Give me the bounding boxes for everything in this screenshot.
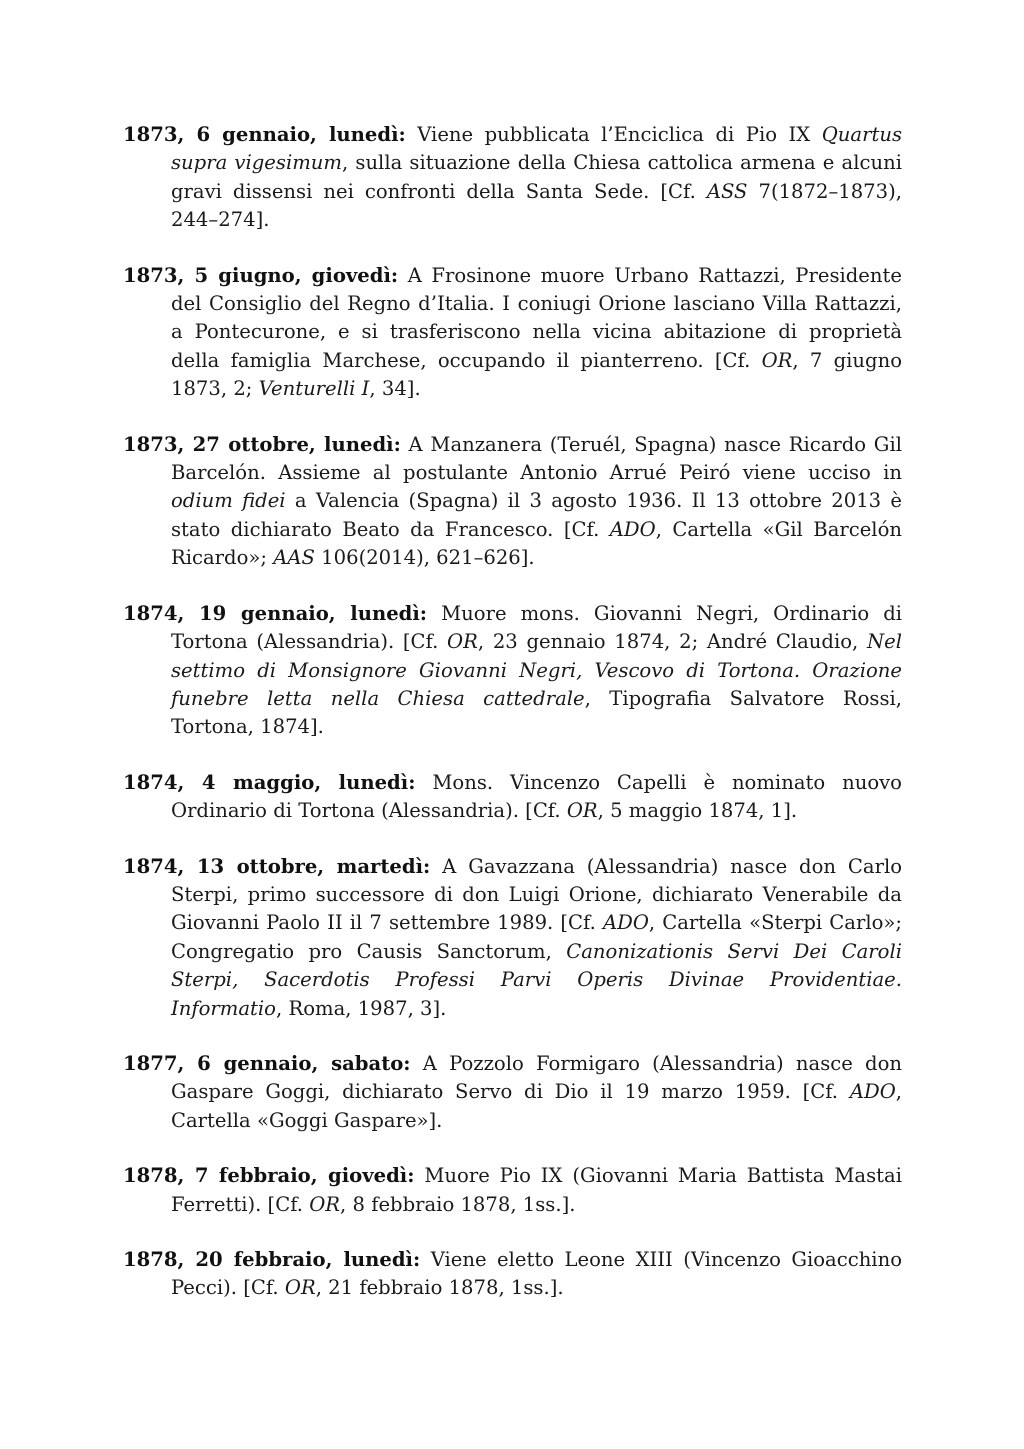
chronology-entry <box>123 1162 902 1219</box>
entry-text: , Cartella «Goggi Gaspare»]. <box>171 1080 902 1132</box>
chronology-entry <box>123 600 902 742</box>
entry-text: , Roma, 1987, 3]. <box>275 996 447 1020</box>
entry-text: , 34]. <box>369 377 421 401</box>
entry-date: 1873, 5 giugno, giovedì: <box>123 263 399 287</box>
entry-date: 1877, 6 gennaio, sabato: <box>123 1051 411 1075</box>
entry-text: , 7 giugno 1873, 2; <box>171 348 902 401</box>
entry-italic-text: odium fidei <box>171 489 286 513</box>
entry-date: 1874, 19 gennaio, lunedì: <box>123 601 428 625</box>
entry-text: a Valencia (Spagna) il 3 agosto 1936. Il 13 ottobre 2013 è stato dichiarato Beato da Francesco. [Cf. <box>171 489 903 541</box>
entry-date: 1873, 6 gennaio, lunedì: <box>123 123 406 146</box>
entry-text: Viene eletto Leone XIII (Vincenzo Gioacchino Pecci). [Cf. <box>171 1248 902 1300</box>
entry-text: A Manzanera (Teruél, Spagna) nasce Ricardo Gil Barcelón. Assieme al postulante Antonio Arrué Peiró viene ucciso in <box>171 432 902 485</box>
entry-text: Muore Pio IX (Giovanni Maria Battista Mastai Ferretti). [Cf. <box>171 1164 902 1216</box>
entry-italic-text: ADO <box>609 517 656 541</box>
entry-italic-text: Venturelli I <box>258 377 370 401</box>
entry-text: A Gavazzana (Alessandria) nasce don Carlo Sterpi, primo successore di don Luigi Orione, dichiarato Venerabile da Giovanni Paolo II il 7 settembre 1989. [Cf. <box>171 854 903 935</box>
entry-italic-text: OR <box>566 799 598 823</box>
entry-italic-text: ASS <box>706 179 748 203</box>
chronology-entry <box>123 1246 902 1303</box>
entry-text: Muore mons. Giovanni Negri, Ordinario di Tortona (Alessandria). [Cf. <box>171 601 902 654</box>
chronology-entry <box>123 1050 902 1135</box>
chronology-entry <box>123 853 902 1023</box>
entry-text: , Tipografia Salvatore Rossi, Tortona, 1874]. <box>171 686 902 739</box>
entry-italic-text: Nel settimo di Monsignore Giovanni Negri, Vescovo di Tortona. Orazione funebre letta nella Chiesa cattedrale <box>171 630 902 710</box>
entry-text: , 8 febbraio 1878, 1ss.]. <box>340 1192 576 1216</box>
entry-italic-text: OR <box>284 1276 316 1300</box>
entry-date: 1878, 20 febbraio, lunedì: <box>123 1248 421 1271</box>
entry-text: A Pozzolo Formigaro (Alessandria) nasce don Gaspare Goggi, dichiarato Servo di Dio il 19 marzo 1959. [Cf. <box>171 1051 902 1104</box>
entry-text: 7(1872–1873), 244–274]. <box>171 179 902 232</box>
entry-italic-text: AAS <box>273 546 315 570</box>
entry-italic-text: Quartus supra vigesimum <box>171 123 902 175</box>
entry-italic-text: ADO <box>602 911 649 935</box>
entry-text: , Cartella «Sterpi Carlo»; Congregatio pro Causis Sanctorum, <box>171 911 902 963</box>
chronology-page <box>123 121 902 1330</box>
chronology-entry <box>123 121 902 235</box>
entry-text: , 23 gennaio 1874, 2; André Claudio, <box>477 630 867 654</box>
entry-italic-text: OR <box>447 630 478 654</box>
entry-text: , 5 maggio 1874, 1]. <box>597 799 798 823</box>
entry-date: 1874, 4 maggio, lunedì: <box>123 770 416 794</box>
entry-text: Viene pubblicata l’Enciclica di Pio IX <box>405 123 822 146</box>
entry-italic-text: OR <box>309 1192 341 1216</box>
chronology-entry <box>123 769 902 826</box>
entry-italic-text: ADO <box>849 1080 896 1104</box>
chronology-entry <box>123 262 902 404</box>
entry-date: 1873, 27 ottobre, lunedì: <box>123 432 401 456</box>
entry-italic-text: Canonizationis Servi Dei Caroli Sterpi, Sacerdotis Professi Parvi Operis Divinae Providentiae. Informatio <box>171 939 902 1020</box>
chronology-entry <box>123 431 902 573</box>
entry-date: 1874, 13 ottobre, martedì: <box>123 854 431 878</box>
entry-text: 106(2014), 621–626]. <box>314 546 535 570</box>
entry-text: , 21 febbraio 1878, 1ss.]. <box>315 1276 564 1300</box>
entry-text: , Cartella «Gil Barcelón Ricardo»; <box>171 517 902 570</box>
entry-text: A Frosinone muore Urbano Rattazzi, Presidente del Consiglio del Regno d’Italia. I coniugi Orione lasciano Villa Rattazzi, a Pontecurone, e si trasferiscono nella vicina abitazione di proprietà della famiglia Marchese, occupando il pianterreno. [Cf. <box>171 263 902 372</box>
entry-text: , sulla situazione della Chiesa cattolica armena e alcuni gravi dissensi nei confronti della Santa Sede. [Cf. <box>171 151 902 203</box>
entry-text: Mons. Vincenzo Capelli è nominato nuovo Ordinario di Tortona (Alessandria). [Cf. <box>171 770 902 823</box>
entry-italic-text: OR <box>761 348 793 372</box>
entry-date: 1878, 7 febbraio, giovedì: <box>123 1164 415 1188</box>
